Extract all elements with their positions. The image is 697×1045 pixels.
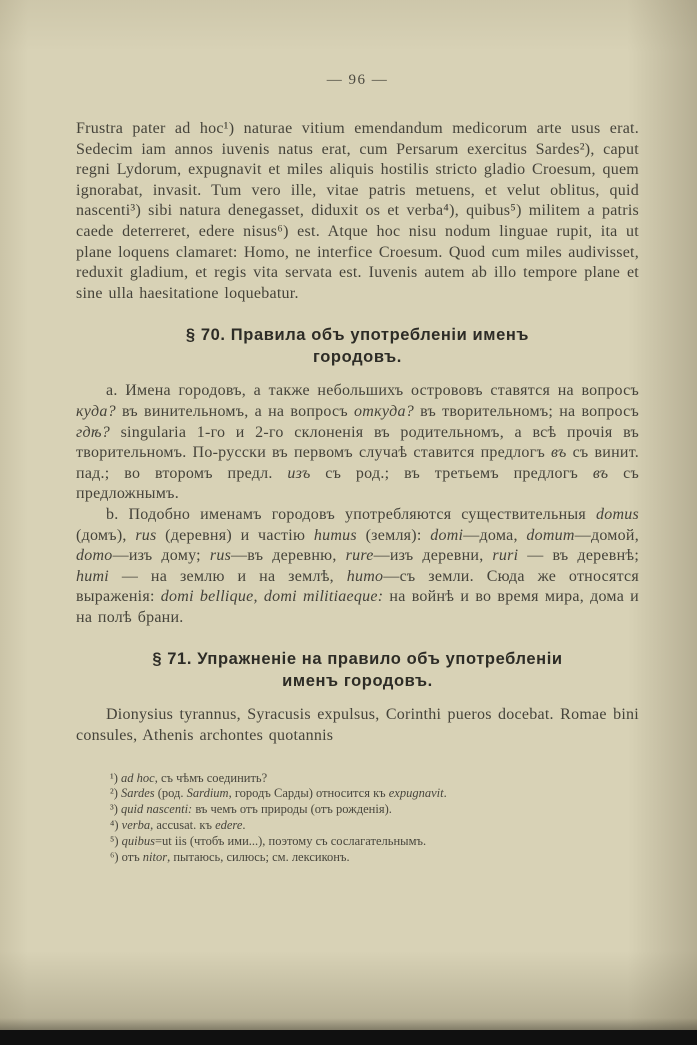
text: —изъ дому; bbox=[112, 547, 210, 565]
footnote-5 bbox=[110, 834, 639, 850]
page-number: — 96 — bbox=[326, 72, 389, 88]
heading-line: городовъ. bbox=[313, 348, 402, 367]
text: , пытаюсь, силюсь; см. лексиконъ. bbox=[167, 849, 350, 864]
italic-text: domum bbox=[526, 526, 575, 544]
text: —изъ деревни, bbox=[373, 547, 493, 565]
text: singularia 1-го и 2-го склоненія въ родительномъ, а всѣ прочія въ творительномъ. По-русски въ первомъ случаѣ ставится предлогъ bbox=[76, 423, 639, 462]
text: ³) bbox=[110, 802, 122, 817]
text: — на землю и на землѣ, bbox=[109, 567, 347, 585]
text: . bbox=[242, 818, 246, 833]
italic-text: rure bbox=[345, 547, 374, 565]
text: въ чемъ отъ природы (отъ рожденія). bbox=[192, 802, 392, 817]
latin-exercise-continuation bbox=[76, 119, 639, 304]
text: — въ деревнѣ; bbox=[518, 547, 640, 565]
text: съ род.; въ третьемъ предлогъ bbox=[310, 464, 593, 482]
italic-text: nitor bbox=[142, 849, 168, 864]
text: (деревня) и частію bbox=[156, 526, 314, 544]
text: Dionysius tyrannus, Syracusis expulsus, Corinthi pueros docebat. Romae bini consules, Athenis archontes quotannis bbox=[76, 706, 639, 745]
italic-text: изъ bbox=[287, 464, 311, 482]
text: a. Имена городовъ, а также небольшихъ острововъ ставятся на вопросъ bbox=[106, 382, 639, 400]
text: въ винительномъ, а на вопросъ bbox=[115, 402, 355, 420]
text: ¹) bbox=[110, 770, 122, 785]
italic-text: въ bbox=[592, 464, 609, 482]
italic-text: humo bbox=[346, 567, 384, 585]
text: b. Подобно именамъ городовъ употребляются существительныя bbox=[106, 505, 596, 523]
footnote-3 bbox=[110, 802, 639, 818]
italic-text: domus bbox=[595, 505, 639, 523]
italic-text: гдѣ? bbox=[76, 423, 111, 441]
italic-text: edere bbox=[215, 818, 243, 833]
heading-line: именъ городовъ. bbox=[282, 672, 433, 691]
text: Frustra pater ad hoc¹) naturae vitium emendandum medicorum arte usus erat. Sedecim iam annos iuvenis natus erat, cum Persarum exercitus Sardes²), caput regni Lydorum, expugnavit et miles aliquis hostilis stricto gladio Croesum, quem ignorabat, invasit. Tum vero ille, vitae patris metuens, et velut oblitus, quid nascenti³) sibi natura denegasset, diduxit os et verba⁴), quibus⁵) militem a patris caede deterreret, edere nisus⁶) est. Atque hoc nisu nodum linguae rupit, ita ut plane loquens clamaret: Homo, ne interfice Croesum. Quod cum miles audivisset, reduxit gladium, et regis vita servata est. Iuvenis autem ab illo tempore plane et sine ulla haesitatione loquebatur. bbox=[76, 120, 639, 302]
footnote-2 bbox=[110, 786, 639, 802]
text: —съ земли. Сюда же относятся выраженія: bbox=[76, 567, 640, 606]
text: , городъ Сарды) относится къ bbox=[228, 786, 389, 801]
italic-text: humi bbox=[76, 567, 109, 585]
scan-edge-shadow bbox=[0, 1018, 697, 1030]
page-content bbox=[76, 119, 639, 747]
text: —домой, bbox=[574, 526, 639, 544]
rule-a-paragraph bbox=[76, 381, 639, 505]
text: —дома, bbox=[463, 526, 527, 544]
heading-line: § 70. Правила объ употребленіи именъ bbox=[185, 326, 530, 345]
text: на войнѣ и во время мира, дома и на полѣ брани. bbox=[76, 588, 639, 626]
italic-text: rus bbox=[209, 547, 232, 565]
text: (земля): bbox=[356, 526, 431, 544]
text: . bbox=[443, 786, 447, 801]
footnote-4 bbox=[110, 818, 639, 834]
footnotes bbox=[110, 771, 639, 866]
text: =ut iis (чтобъ ими...), поэтому съ сослагательнымъ. bbox=[155, 833, 427, 848]
italic-text: domi bellique, domi militiaeque: bbox=[160, 588, 384, 606]
italic-text: куда? bbox=[76, 402, 116, 420]
italic-text: въ bbox=[551, 444, 567, 462]
italic-text: Sardium bbox=[186, 786, 229, 801]
italic-text: expugnavit bbox=[388, 786, 444, 801]
scan-edge-bar bbox=[0, 1030, 697, 1045]
heading-line: § 71. Упражненіе на правило объ употребленіи bbox=[152, 650, 563, 669]
italic-text: ruri bbox=[492, 547, 519, 565]
italic-text: domo bbox=[76, 547, 113, 565]
italic-text: verba bbox=[121, 818, 151, 833]
italic-text: humus bbox=[313, 526, 357, 544]
italic-text: quibus bbox=[121, 833, 155, 848]
italic-text: domi bbox=[430, 526, 464, 544]
footnote-1 bbox=[110, 771, 639, 787]
text: съ предложнымъ. bbox=[76, 464, 640, 503]
exercise-sentences-paragraph bbox=[76, 705, 639, 746]
text: съ винит. пад.; во второмъ предл. bbox=[76, 444, 640, 482]
text: , съ чѣмъ соединить? bbox=[154, 770, 268, 785]
italic-text: rus bbox=[135, 526, 157, 544]
italic-text: откуда? bbox=[354, 402, 414, 420]
text-block bbox=[76, 72, 639, 865]
rule-b-paragraph bbox=[76, 505, 639, 629]
text: —въ деревню, bbox=[231, 547, 346, 565]
italic-text: Sardes bbox=[121, 786, 155, 801]
section-71-heading bbox=[76, 648, 639, 692]
text: въ творительномъ; на вопросъ bbox=[413, 402, 639, 420]
italic-text: quid nascenti: bbox=[121, 802, 193, 817]
text: , accusat. къ bbox=[150, 818, 216, 833]
text: ²) bbox=[110, 786, 122, 801]
text: (род. bbox=[154, 786, 187, 801]
text: ⁵) bbox=[110, 833, 122, 848]
section-70-heading bbox=[76, 324, 639, 368]
footnote-6 bbox=[110, 850, 639, 866]
text: (домъ), bbox=[76, 526, 136, 544]
text: ⁴) bbox=[110, 818, 122, 833]
text: ⁶) отъ bbox=[110, 849, 143, 864]
italic-text: ad hoc bbox=[121, 770, 155, 785]
